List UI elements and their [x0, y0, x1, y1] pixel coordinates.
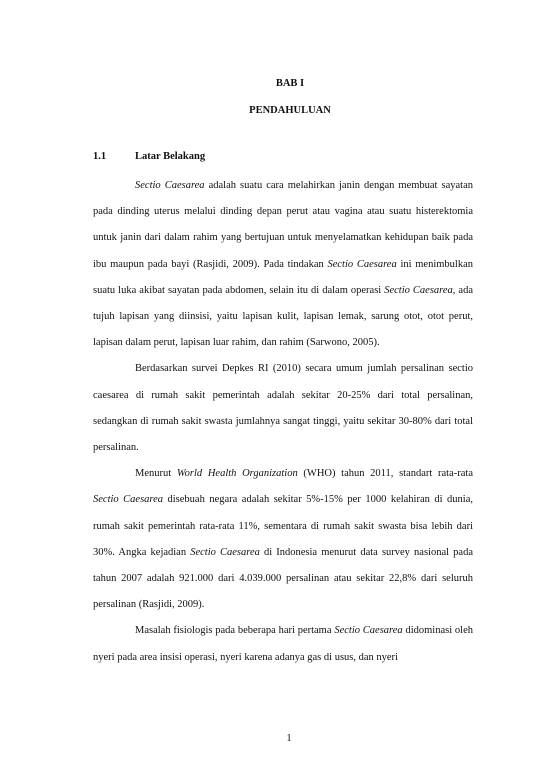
paragraph-1: [93, 173, 473, 356]
text-run: Menurut: [135, 468, 177, 480]
text-run: , ada tujuh lapisan yang diinsisi, yaitu lapisan kulit, lapisan lemak, sarung otot, otot perut, lapisan dalam perut, lapisan luar rahim, dan rahim (Sarwono, 2005).: [93, 284, 473, 349]
paragraph-2: [93, 356, 473, 461]
italic-term: Sectio Caesarea: [190, 546, 260, 558]
paragraph-4: [93, 618, 473, 670]
page-number: 1: [286, 733, 292, 744]
chapter-number: BAB I: [275, 78, 305, 89]
paragraph-3: [93, 461, 473, 618]
text-run: ini menimbulkan suatu luka akibat sayatan pada abdomen, selain itu di dalam operasi: [93, 258, 473, 296]
italic-term: Sectio Caesarea: [135, 180, 205, 191]
italic-term: Sectio Caesarea: [327, 258, 397, 270]
text-run: Masalah fisiologis pada beberapa hari pertama: [135, 625, 335, 637]
section-heading: [93, 151, 205, 162]
text-run: adalah suatu cara melahirkan janin dengan membuat sayatan pada dinding uterus melalui dinding depan perut atau vagina atau suatu histerektomia untuk janin dari dalam rahim yang bertujuan untuk menyelamatkan kehidupan baik pada ibu maupun pada bayi (Rasjidi, 2009). Pada tindakan: [93, 180, 473, 270]
text-run: didominasi oleh nyeri pada area insisi operasi, nyeri karena adanya gas di usus, dan nyeri: [93, 625, 474, 663]
text-run: Berdasarkan survei Depkes RI (2010) secara umum jumlah persalinan sectio caesarea di rumah sakit pemerintah adalah sekitar 20-25% dari total persalinan, sedangkan di rumah sakit swasta jumlahnya sangat tinggi, yaitu sekitar 30-80% dari total persalinan.: [93, 363, 473, 454]
section-number: 1.1: [93, 151, 107, 162]
italic-term: Sectio Caesarea: [334, 625, 403, 637]
section-title: Latar Belakang: [135, 151, 206, 162]
italic-term: Sectio Caesarea: [93, 494, 164, 506]
text-run: (WHO) tahun 2011, standart rata-rata: [297, 468, 473, 480]
text-run: disebuah negara adalah sekitar 5%-15% per 1000 kelahiran di dunia, rumah sakit pemerintah rata-rata 11%, sementara di rumah sakit swasta bisa lebih dari 30%. Angka kejadian: [93, 494, 473, 558]
body-text: [93, 173, 473, 671]
italic-term: Sectio Caesarea: [384, 284, 453, 296]
text-run: di Indonesia menurut data survey nasional pada tahun 2007 adalah 921.000 dari 4.039.000 persalinan atau sekitar 22,8% dari seluruh persalinan (Rasjidi, 2009).: [93, 546, 473, 611]
italic-term: World Health Organization: [176, 468, 298, 480]
chapter-title: PENDAHULUAN: [249, 105, 331, 116]
